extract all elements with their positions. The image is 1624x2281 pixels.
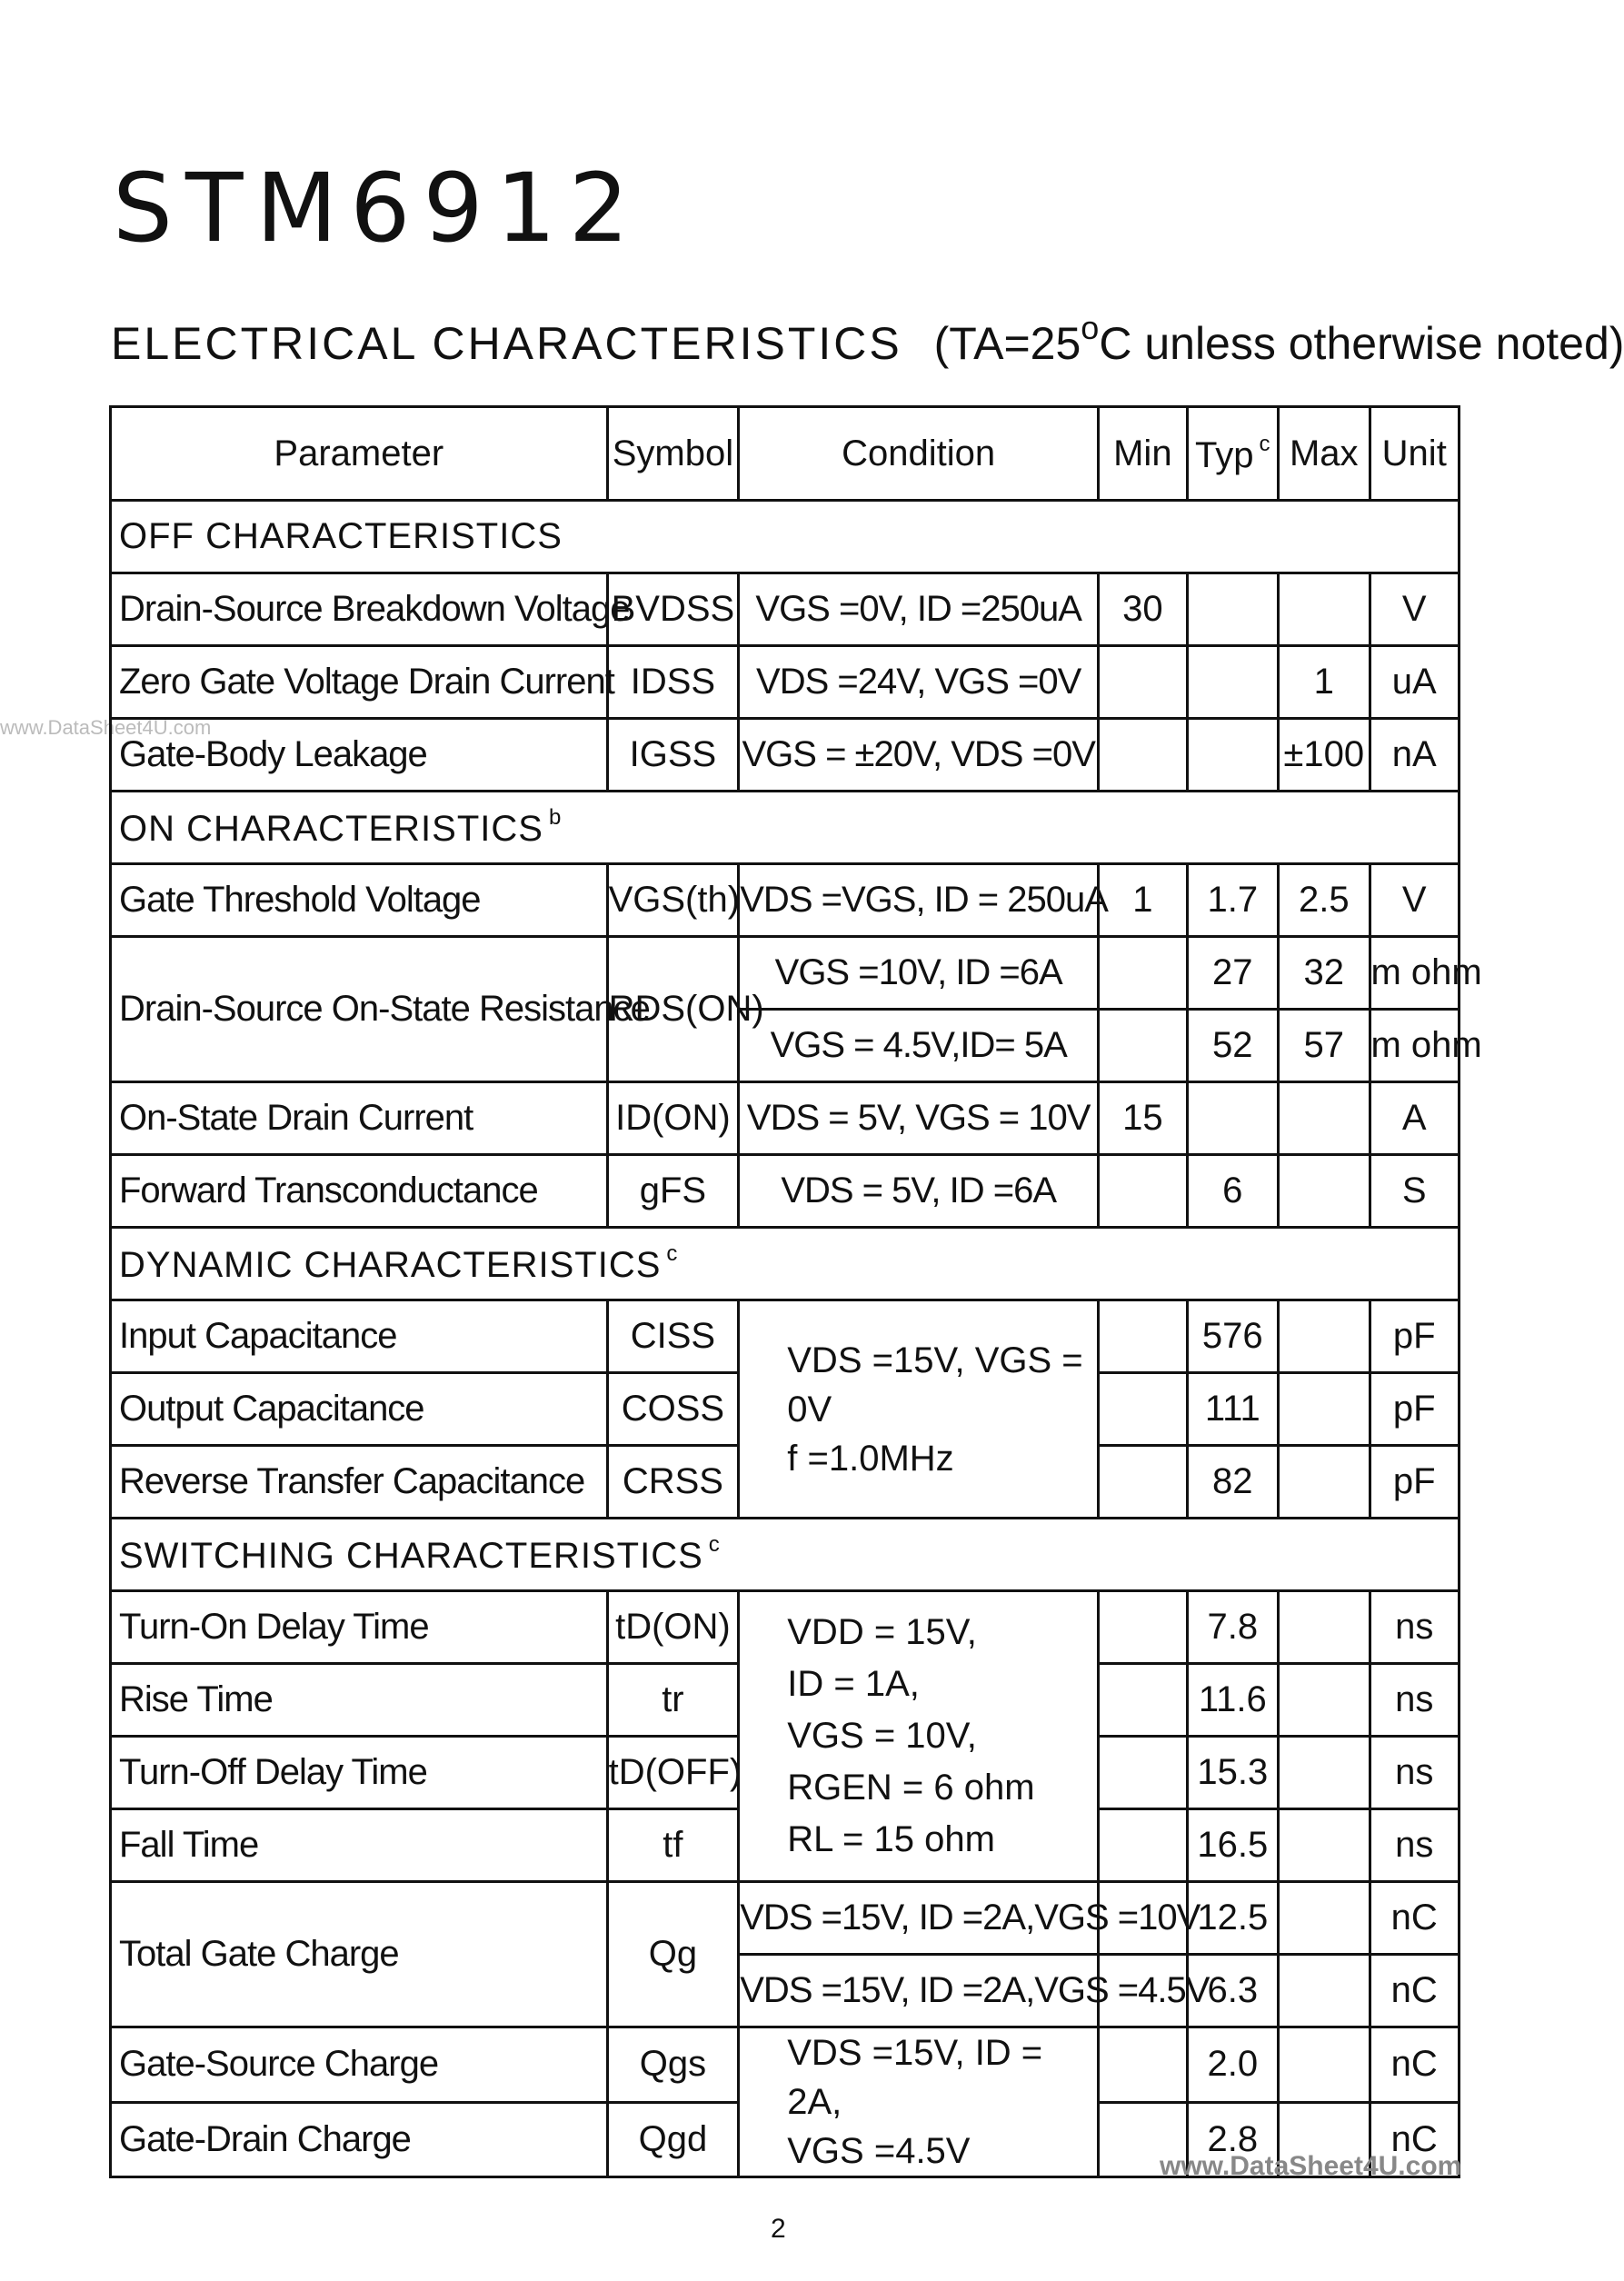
cell-min xyxy=(1099,1591,1187,1664)
cell-typ: 2.0 xyxy=(1187,2027,1278,2103)
cell-unit: nC xyxy=(1370,2027,1460,2103)
table-row xyxy=(111,1155,1460,1228)
cell-min xyxy=(1099,646,1187,719)
cell-symbol: tf xyxy=(607,1809,739,1882)
cell-parameter: Output Capacitance xyxy=(111,1373,608,1446)
cell-typ: 576 xyxy=(1187,1300,1278,1373)
watermark-right: www.DataSheet4U.com xyxy=(1160,2151,1462,2181)
cell-parameter: Input Capacitance xyxy=(111,1300,608,1373)
cell-max: 32 xyxy=(1279,937,1370,1010)
cell-min xyxy=(1099,719,1187,792)
cell-condition: VGS = ±20V, VDS =0V xyxy=(739,719,1099,792)
cell-unit: S xyxy=(1370,1155,1460,1228)
cell-min xyxy=(1099,1373,1187,1446)
cell-typ xyxy=(1187,573,1278,646)
cell-unit: ns xyxy=(1370,1737,1460,1809)
section-row-switching xyxy=(111,1519,1460,1591)
cell-min: 15 xyxy=(1099,1082,1187,1155)
cell-min xyxy=(1099,1737,1187,1809)
cell-min xyxy=(1099,1664,1187,1737)
cell-condition: VDS =24V, VGS =0V xyxy=(739,646,1099,719)
header-parameter: Parameter xyxy=(111,407,608,501)
cell-typ: 11.6 xyxy=(1187,1664,1278,1737)
cell-max xyxy=(1279,1373,1370,1446)
cell-typ: 52 xyxy=(1187,1010,1278,1082)
cell-max xyxy=(1279,1591,1370,1664)
cell-max: ±100 xyxy=(1279,719,1370,792)
cell-parameter: Gate Threshold Voltage xyxy=(111,864,608,937)
cell-max xyxy=(1279,1955,1370,2027)
cell-min xyxy=(1099,1010,1187,1082)
cell-symbol: tr xyxy=(607,1664,739,1737)
cell-max: 1 xyxy=(1279,646,1370,719)
cell-typ xyxy=(1187,646,1278,719)
cell-max xyxy=(1279,1155,1370,1228)
cell-typ: 1.7 xyxy=(1187,864,1278,937)
table-row xyxy=(111,1082,1460,1155)
cell-typ: 6.3 xyxy=(1187,1955,1278,2027)
section-label: ON CHARACTERISTICS $^b$ xyxy=(111,792,1460,864)
cell-max xyxy=(1279,573,1370,646)
degree-symbol: o xyxy=(1081,309,1100,346)
header-unit: Unit xyxy=(1370,407,1460,501)
cell-unit: m ohm xyxy=(1370,1010,1460,1082)
cell-symbol: BVDSS xyxy=(607,573,739,646)
watermark-left: www.DataSheet4U.com xyxy=(0,716,212,739)
cell-condition: VDS = 5V, ID =6A xyxy=(739,1155,1099,1228)
cell-unit: m ohm xyxy=(1370,937,1460,1010)
cell-condition: VGS =10V, ID =6A xyxy=(739,937,1099,1010)
cell-condition-charge: VDS =15V, ID = 2A, VGS =4.5V xyxy=(739,2027,1099,2177)
table-row xyxy=(111,573,1460,646)
cell-max xyxy=(1279,1446,1370,1519)
cell-condition: VDS =15V, ID =2A,VGS =10V xyxy=(739,1882,1099,1955)
cell-unit: ns xyxy=(1370,1591,1460,1664)
cell-condition: VDS = 5V, VGS = 10V xyxy=(739,1082,1099,1155)
cell-typ xyxy=(1187,1082,1278,1155)
cell-symbol: Qgs xyxy=(607,2027,739,2103)
section-row-dynamic xyxy=(111,1228,1460,1300)
cell-unit: ns xyxy=(1370,1809,1460,1882)
cell-typ: 27 xyxy=(1187,937,1278,1010)
cell-symbol: CRSS xyxy=(607,1446,739,1519)
cell-symbol: Qg xyxy=(607,1882,739,2027)
section-label: SWITCHING CHARACTERISTICS $^c$ xyxy=(111,1519,1460,1591)
cell-parameter: Turn-On Delay Time xyxy=(111,1591,608,1664)
cell-typ: 7.8 xyxy=(1187,1591,1278,1664)
header-max: Max xyxy=(1279,407,1370,501)
cell-min xyxy=(1099,937,1187,1010)
table-row xyxy=(111,864,1460,937)
header-condition: Condition xyxy=(739,407,1099,501)
cell-typ: 2.8 xyxy=(1187,2102,1278,2177)
cell-max: 2.5 xyxy=(1279,864,1370,937)
cell-unit: nC xyxy=(1370,1955,1460,2027)
cell-parameter: Fall Time xyxy=(111,1809,608,1882)
header-typ: Typ $^c$ xyxy=(1187,407,1278,501)
section-label: DYNAMIC CHARACTERISTICS $^c$ xyxy=(111,1228,1460,1300)
cell-typ: 12.5 xyxy=(1187,1882,1278,1955)
cell-parameter: Gate-Source Charge xyxy=(111,2027,608,2103)
cell-typ: 6 xyxy=(1187,1155,1278,1228)
cell-condition: VGS = 4.5V,ID= 5A xyxy=(739,1010,1099,1082)
cell-parameter: Turn-Off Delay Time xyxy=(111,1737,608,1809)
table-row xyxy=(111,937,1460,1010)
section-heading xyxy=(111,309,1624,370)
cell-min xyxy=(1099,2027,1187,2103)
cell-parameter: Forward Transconductance xyxy=(111,1155,608,1228)
cell-unit: nA xyxy=(1370,719,1460,792)
cell-parameter: Total Gate Charge xyxy=(111,1882,608,2027)
cell-condition: VGS =0V, ID =250uA xyxy=(739,573,1099,646)
table-row xyxy=(111,646,1460,719)
cell-typ: 111 xyxy=(1187,1373,1278,1446)
cell-unit: nC xyxy=(1370,2102,1460,2177)
cell-symbol: tD(ON) xyxy=(607,1591,739,1664)
cell-max xyxy=(1279,1300,1370,1373)
section-row-off xyxy=(111,501,1460,573)
cell-max xyxy=(1279,1082,1370,1155)
table-row xyxy=(111,1882,1460,1955)
table-row xyxy=(111,1300,1460,1373)
cell-min xyxy=(1099,1446,1187,1519)
heading-main: ELECTRICAL CHARACTERISTICS xyxy=(111,318,902,369)
cell-min xyxy=(1099,1155,1187,1228)
cell-unit: pF xyxy=(1370,1300,1460,1373)
cell-unit: nC xyxy=(1370,1882,1460,1955)
heading-condition: ($TA=25^oC$ unless otherwise noted) xyxy=(933,309,1624,369)
cell-max xyxy=(1279,1664,1370,1737)
cell-unit: V xyxy=(1370,864,1460,937)
cell-symbol: COSS xyxy=(607,1373,739,1446)
cell-typ: 16.5 xyxy=(1187,1809,1278,1882)
cell-max: 57 xyxy=(1279,1010,1370,1082)
cell-max xyxy=(1279,1737,1370,1809)
cell-max xyxy=(1279,1882,1370,1955)
cell-parameter: Drain-Source Breakdown Voltage xyxy=(111,573,608,646)
cell-unit: uA xyxy=(1370,646,1460,719)
cell-unit: A xyxy=(1370,1082,1460,1155)
electrical-characteristics-table xyxy=(109,405,1482,2178)
cell-parameter: Gate-Body Leakage xyxy=(111,719,608,792)
header-row xyxy=(111,407,1460,501)
cell-parameter: Gate-Drain Charge xyxy=(111,2102,608,2177)
cell-symbol: gFS xyxy=(607,1155,739,1228)
table-row xyxy=(111,719,1460,792)
cell-unit: ns xyxy=(1370,1664,1460,1737)
page-title: STM6912 xyxy=(113,153,642,264)
table-row xyxy=(111,2027,1460,2103)
cell-unit: pF xyxy=(1370,1373,1460,1446)
cell-parameter: Rise Time xyxy=(111,1664,608,1737)
cell-condition-dynamic: VDS =15V, VGS = 0V f =1.0MHz xyxy=(739,1300,1099,1519)
cell-min: 30 xyxy=(1099,573,1187,646)
cell-condition: VDS =VGS, ID = 250uA xyxy=(739,864,1099,937)
cell-unit: V xyxy=(1370,573,1460,646)
page-number: 2 xyxy=(771,2214,786,2244)
cell-symbol: CISS xyxy=(607,1300,739,1373)
cell-unit: pF xyxy=(1370,1446,1460,1519)
header-min: Min xyxy=(1099,407,1187,501)
cell-symbol: VGS(th) xyxy=(607,864,739,937)
cell-symbol: RDS(ON) xyxy=(607,937,739,1082)
cell-symbol: ID(ON) xyxy=(607,1082,739,1155)
section-label: OFF CHARACTERISTICS xyxy=(111,501,1460,573)
cell-symbol: IDSS xyxy=(607,646,739,719)
cell-parameter: Reverse Transfer Capacitance xyxy=(111,1446,608,1519)
cell-symbol: tD(OFF) xyxy=(607,1737,739,1809)
cell-parameter: On-State Drain Current xyxy=(111,1082,608,1155)
cell-symbol: IGSS xyxy=(607,719,739,792)
cell-typ xyxy=(1187,719,1278,792)
cell-min: 1 xyxy=(1099,864,1187,937)
cell-typ: 82 xyxy=(1187,1446,1278,1519)
cell-symbol: Qgd xyxy=(607,2102,739,2177)
cell-typ: 15.3 xyxy=(1187,1737,1278,1809)
cell-parameter: Drain-Source On-State Resistance xyxy=(111,937,608,1082)
cell-condition-switching: VDD = 15V, ID = 1A, VGS = 10V, RGEN = 6 ohm RL = 15 ohm xyxy=(739,1591,1099,1882)
header-symbol: Symbol xyxy=(607,407,739,501)
cell-min xyxy=(1099,1300,1187,1373)
cell-min xyxy=(1099,1809,1187,1882)
section-row-on xyxy=(111,792,1460,864)
table-row xyxy=(111,1591,1460,1664)
cell-condition: VDS =15V, ID =2A,VGS =4.5V xyxy=(739,1955,1099,2027)
cell-max xyxy=(1279,2027,1370,2103)
cell-max xyxy=(1279,1809,1370,1882)
cell-parameter: Zero Gate Voltage Drain Current xyxy=(111,646,608,719)
